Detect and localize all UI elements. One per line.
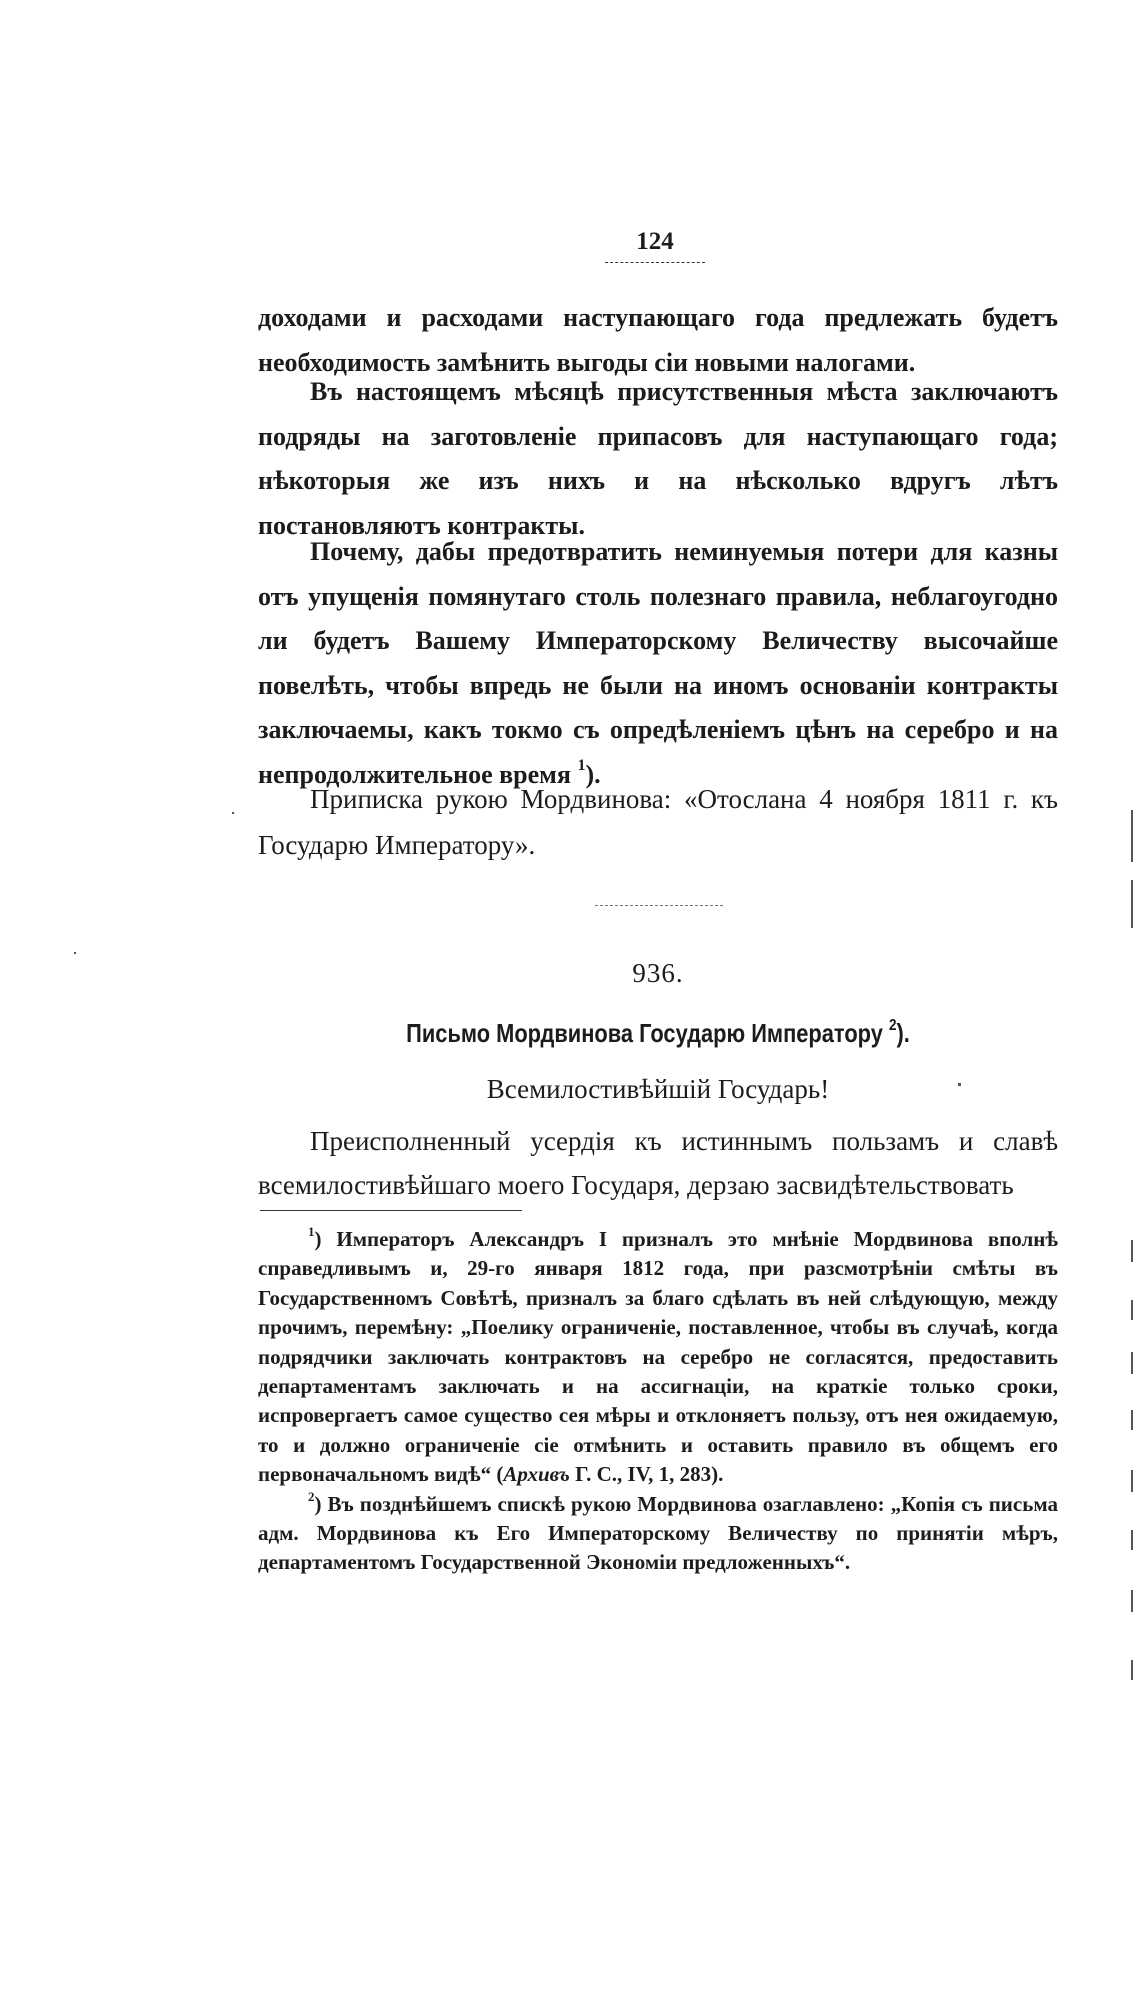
paragraph-text: Въ настоящемъ мѣсяцѣ присутственныя мѣста заключаютъ подряды на заготовленіе припасовъ для наступающаго года; нѣкоторыя же изъ нихъ и на нѣсколько вдругъ лѣтъ постановляютъ контракты. <box>258 377 1058 540</box>
paragraph-text-main: Почему, дабы предотвратить неминуемыя потери для казны отъ упущенія помянутаго столь полезнаго правила, неблагоугодно ли будетъ Вашему Императорскому Величеству высочайше повелѣть, чтобы впредь не были на иномъ основаніи контракты заключаемы, какъ токмо съ опредѣленіемъ цѣнъ на серебро и на непродолжительное время <box>258 537 1058 789</box>
scan-artifact <box>74 952 76 954</box>
scan-artifact <box>1131 1530 1133 1550</box>
salutation: Всемилостивѣйшій Государь! <box>486 1074 830 1104</box>
page-number: 124 <box>636 228 674 255</box>
letter-body-text: Преисполненный усердія къ истиннымъ пользамъ и славѣ всемилостивѣйшаго моего Государя, дерзаю засвидѣтельствовать <box>258 1126 1058 1200</box>
document-number: 936. <box>632 958 684 988</box>
paragraph-text: доходами и расходами наступающаго года предлежать будетъ необходимость замѣнить выгоды сіи новыми налогами. <box>258 303 1058 377</box>
scan-artifact <box>1131 1470 1133 1492</box>
page-number-rule <box>605 262 705 263</box>
footnote-text-end: Г. С., IV, 1, 283). <box>569 1462 724 1487</box>
section-separator <box>595 905 723 906</box>
scan-artifact <box>958 1083 961 1086</box>
scan-artifact <box>1131 1660 1133 1680</box>
postscript-text: Приписка рукою Мордвинова: «Отослана 4 ноября 1811 г. къ Государю Императору». <box>258 784 1058 860</box>
title-ref-suffix: ). <box>896 1018 910 1048</box>
footnote-marker: 1 <box>308 1224 315 1240</box>
scan-artifact <box>1131 1590 1133 1612</box>
continuation-paragraph-3 <box>258 530 1058 797</box>
scan-artifact <box>1131 1300 1133 1320</box>
paragraph-text <box>258 530 1058 797</box>
continuation-paragraph-2 <box>258 370 1058 548</box>
footnote-1 <box>258 1225 1058 1490</box>
scan-artifact <box>1131 1410 1133 1430</box>
scan-artifact <box>1131 810 1133 862</box>
footnote-marker: 2 <box>308 1488 315 1504</box>
scan-artifact <box>1131 1240 1133 1262</box>
scan-artifact <box>1131 1352 1133 1374</box>
footnotes <box>258 1225 1058 1578</box>
footnote-separator <box>260 1210 522 1211</box>
footnote-ref-1: 1 <box>577 757 586 775</box>
scan-artifact <box>1131 880 1133 928</box>
document-title <box>105 1015 1140 1049</box>
footnote-2 <box>258 1490 1058 1578</box>
scan-artifact <box>232 812 234 814</box>
footnote-ref-2: 2 <box>888 1015 897 1034</box>
letter-body <box>258 1119 1058 1207</box>
footnote-text: ) Въ позднѣйшемъ спискѣ рукою Мордвинова озаглавлено: „Копія съ письма адм. Мордвинова къ Его Императорскому Величеству по принятіи мѣръ, департаментомъ Государственной Экономіи предложенныхъ“. <box>258 1491 1058 1575</box>
document-title-text: Письмо Мордвинова Государю Императору <box>406 1018 883 1048</box>
footnote-text: ) Императоръ Александръ I призналъ это мнѣніе Мордвинова вполнѣ справедливымъ и, 29-го января 1812 года, при разсмотрѣніи смѣты въ Государственномъ Совѣтѣ, призналъ за благо сдѣлать въ ней слѣдующую, между прочимъ, перемѣну: „Поелику ограниченіе, поставленное, чтобы въ случаѣ, когда подрядчики заключать контрактовъ на серебро не согласятся, предоставить департаментамъ заключать и на ассигнаціи, на краткіе только сроки, испровергаетъ самое существо сея мѣры и отклоняетъ пользу, отъ нея ожидаемую, то и должно ограниченіе сіе отмѣнить и оставить правило въ общемъ его первоначальномъ видѣ“ ( <box>258 1227 1058 1487</box>
postscript-note <box>258 776 1058 868</box>
footnote-source: Архивъ <box>503 1462 570 1487</box>
footnote-ref-suffix: ). <box>585 759 601 789</box>
